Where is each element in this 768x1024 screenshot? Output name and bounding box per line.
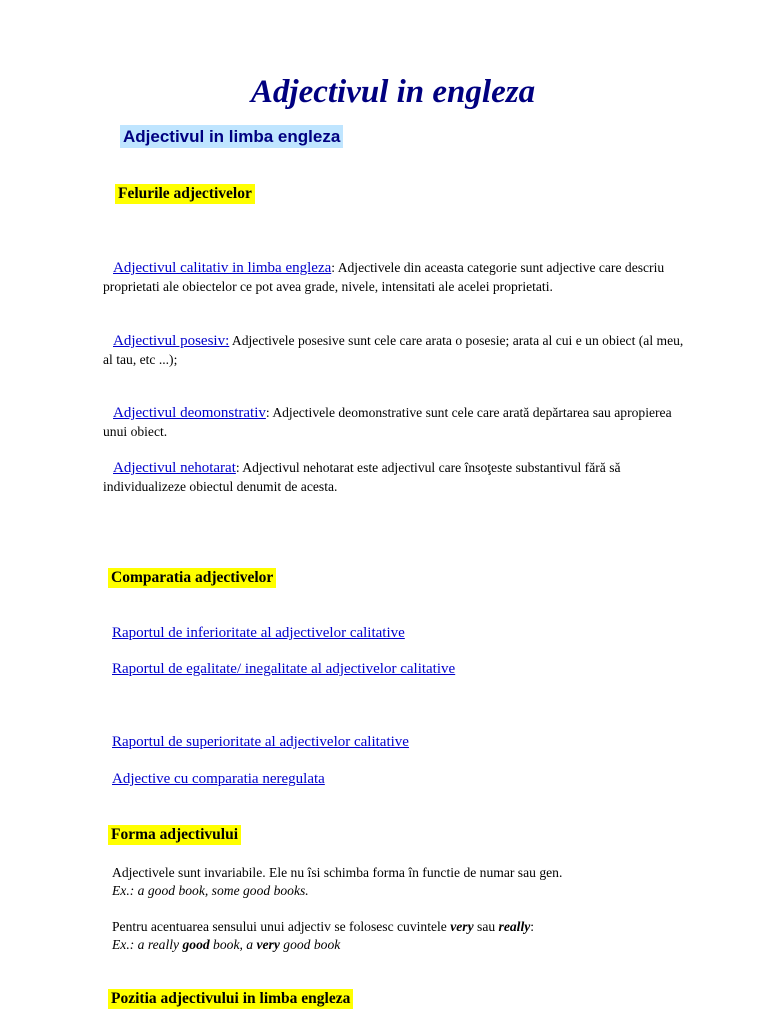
definition-paragraph: Adjectivul deomonstrativ: Adjectivele deomonstrative sunt cele care arată depărtarea sau apropierea unui obiect.: [103, 405, 672, 439]
definition-link-possessive[interactable]: Adjectivul posesiv:: [113, 333, 230, 349]
section-heading-position: Pozitia adjectivului in limba engleza: [108, 989, 353, 1009]
page-title: Adjectivul in engleza: [250, 74, 536, 110]
definition-link-indefinite[interactable]: Adjectivul nehotarat: [113, 460, 236, 476]
form-paragraph: [112, 864, 702, 899]
definition-link-qualitative[interactable]: Adjectivul calitativ in limba engleza: [113, 260, 332, 276]
form-example-1: Ex.: a good book, some good books.: [112, 882, 309, 898]
definition-paragraph: Adjectivul nehotarat: Adjectivul nehotarat este adjectivul care însoţeste substantivul fără să individualizeze obiectul denumit de acesta.: [103, 460, 621, 494]
form-paragraph-2: [112, 918, 702, 953]
section-heading-form: Forma adjectivului: [108, 825, 241, 845]
form-example-2: Ex.: a really good book, a very good book: [112, 936, 341, 952]
link-superiority[interactable]: Raportul de superioritate al adjectivelor calitative: [112, 734, 409, 750]
subtitle: Adjectivul in limba engleza: [120, 125, 343, 148]
link-inferiority[interactable]: Raportul de inferioritate al adjectivelor calitative: [112, 625, 405, 641]
section-heading-kinds: Felurile adjectivelor: [115, 184, 255, 204]
section-heading-comparison: Comparatia adjectivelor: [108, 568, 276, 588]
link-irregular[interactable]: Adjective cu comparatia neregulata: [112, 771, 325, 787]
form-line-2: Pentru acentuarea sensului unui adjectiv se folosesc cuvintele very sau really:: [112, 919, 535, 934]
definition-paragraph: Adjectivul posesiv: Adjectivele posesive sunt cele care arata o posesie; arata al cui e un obiect (al meu, al tau, etc ...);: [103, 333, 684, 367]
definition-link-demonstrative[interactable]: Adjectivul deomonstrativ: [113, 405, 266, 421]
form-line-1: Adjectivele sunt invariabile. Ele nu îsi schimba forma în functie de numar sau gen.: [112, 865, 563, 880]
definition-paragraph: Adjectivul calitativ in limba engleza: Adjectivele din aceasta categorie sunt adjective care descriu proprietati ale obiectelor ce pot avea grade, nivele, intensitati ale acelei proprietati.: [103, 260, 665, 294]
link-equality[interactable]: Raportul de egalitate/ inegalitate al adjectivelor calitative: [112, 661, 456, 677]
